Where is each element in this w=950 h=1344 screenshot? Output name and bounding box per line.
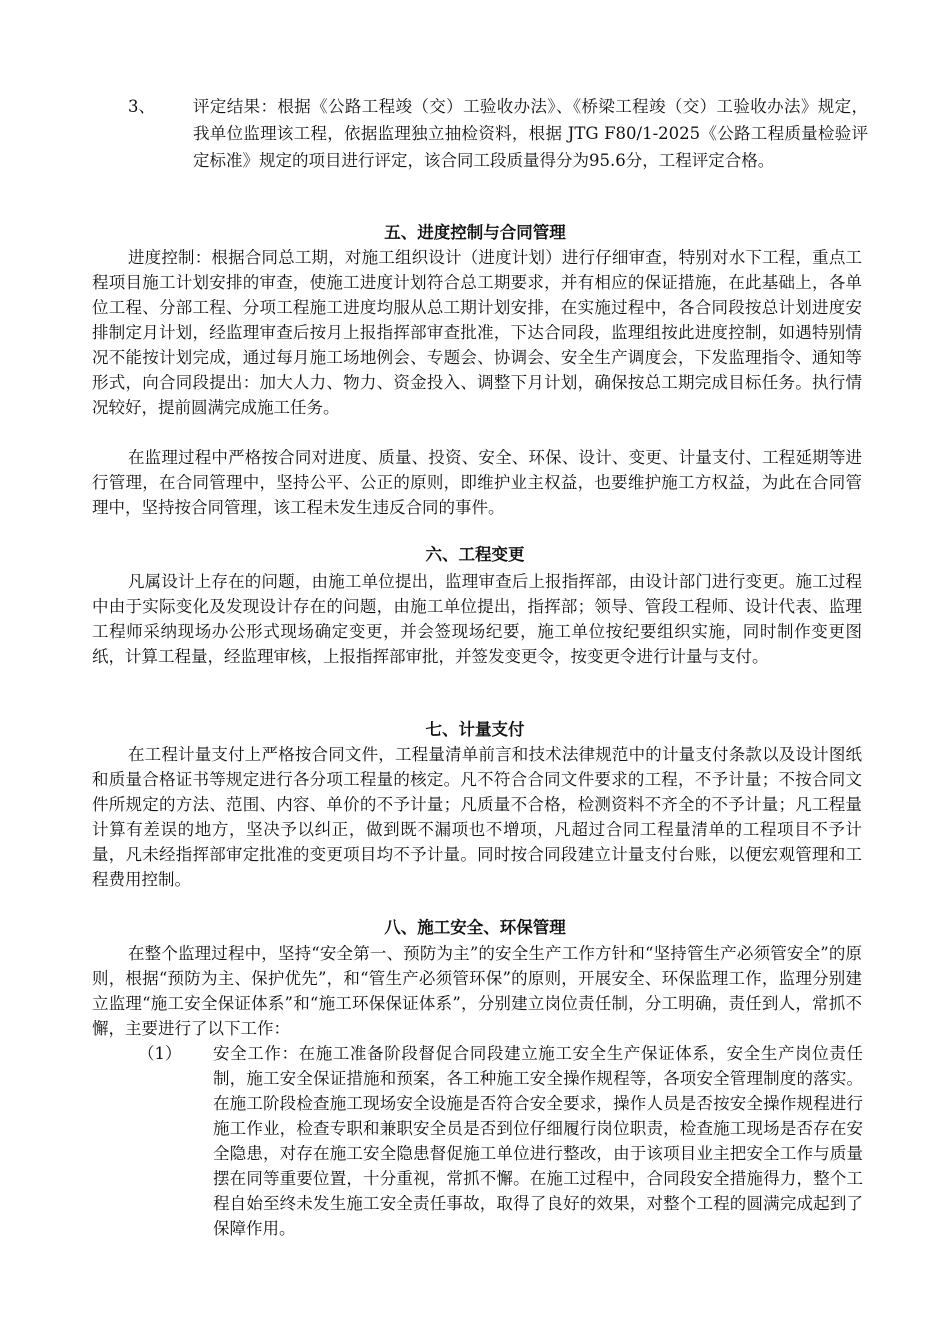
- section-5-paragraph-1: 进度控制：根据合同总工期，对施工组织设计（进度计划）进行仔细审查，特别对水下工程，重点工程项目施工计划安排的审查，使施工进度计划符合总工期要求，并有相应的保证措施，在此基础上，各单位工程、分部工程、分项工程施工进度均服从总工期计划安排，在实施过程中，各合同段按总计划进度安排制定月计划，经监理审查后按月上报指挥部审查批准，下达合同段，监理组按此进度控制，如遇特别情况不能按计划完成，通过每月施工场地例会、专题会、协调会、安全生产调度会，下发监理指令、通知等形式，向合同段提出：加大人力、物力、资金投入、调整下月计划，确保按总工期完成目标任务。执行情况较好，提前圆满完成施工任务。: [92, 248, 862, 417]
- item-number: 3、: [128, 97, 155, 116]
- section-7-paragraph-1: 在工程计量支付上严格按合同文件，工程量清单前言和技术法律规范中的计量支付条款以及设计图纸和质量合格证书等规定进行各分项工程量的核定。凡不符合合同文件要求的工程，不予计量；不按合同文件所规定的方法、范围、内容、单价的不予计量；凡质量不合格，检测资料不齐全的不予计量；凡工程量计算有差误的地方，坚决予以纠正，做到既不漏项也不增项，凡超过合同工程量清单的工程项目不予计量，凡未经指挥部审定批准的变更项目均不予计量。同时按合同段建立计量支付台账，以便宏观管理和工程费用控制。: [92, 745, 862, 889]
- list-item-number: （1）: [138, 1044, 182, 1063]
- section-heading-6: 六、工程变更: [425, 545, 525, 564]
- list-item-text: 安全工作：在施工准备阶段督促合同段建立施工安全生产保证体系，安全生产岗位责任制，施工安全保证措施和预案，各工种施工安全操作规程等，各项安全管理制度的落实。在施工阶段检查施工现场安全设施是否符合安全要求，操作人员是否按安全操作规程进行施工作业，检查专职和兼职安全员是否到位仔细履行岗位职责，检查施工现场是否存在安全隐患，对存在施工安全隐患督促施工单位进行整改，由于该项目业主把安全工作与质量摆在同等重要位置，十分重视，常抓不懈。在施工过程中，合同段安全措施得力，整个工程自始至终未发生施工安全责任事故，取得了良好的效果，对整个工程的圆满完成起到了保障作用。: [213, 1044, 863, 1238]
- item-text: 评定结果：根据《公路工程竣（交）工验收办法》、《桥梁工程竣（交）工验收办法》规定，我单位监理该工程，依据监理独立抽检资料，根据 JTG F80/1-2025《公路工程质量检验评定标准》规定的项目进行评定，该合同工段质量得分为95.6分，工程评定合格。: [193, 97, 868, 170]
- section-6-paragraph-1: 凡属设计上存在的问题，由施工单位提出，监理审查后上报指挥部，由设计部门进行变更。施工过程中由于实际变化及发现设计存在的问题，由施工单位提出，指挥部；领导、管段工程师、设计代表、监理工程师采纳现场办公形式现场确定变更，并会签现场纪要，施工单位按纪要组织实施，同时制作变更图纸，计算工程量，经监理审核，上报指挥部审批，并签发变更令，按变更令进行计量与支付。: [92, 572, 862, 666]
- section-5-paragraph-2: 在监理过程中严格按合同对进度、质量、投资、安全、环保、设计、变更、计量支付、工程延期等进行管理，在合同管理中，坚持公平、公正的原则，即维护业主权益，也要维护施工方权益，为此在合同管理中，坚持按合同管理，该工程未发生违反合同的事件。: [92, 448, 862, 517]
- section-heading-5: 五、进度控制与合同管理: [384, 223, 566, 242]
- section-heading-8: 八、施工安全、环保管理: [384, 918, 566, 937]
- section-8-paragraph-1: 在整个监理过程中，坚持“安全第一、预防为主”的安全生产工作方针和“坚持管生产必须管安全”的原则，根据“预防为主、保护优先”，和“管生产必须管环保”的原则，开展安全、环保监理工作，监理分别建立监理“施工安全保证体系”和“施工环保保证体系”，分别建立岗位责任制，分工明确，责任到人，常抓不懈，主要进行了以下工作：: [92, 944, 862, 1038]
- section-heading-7: 七、计量支付: [425, 720, 525, 739]
